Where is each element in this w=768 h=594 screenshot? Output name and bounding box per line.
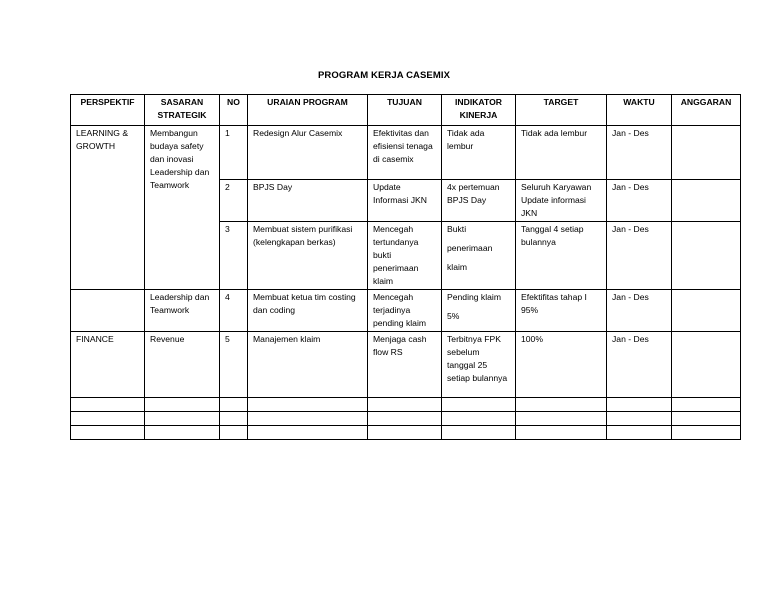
cell-waktu: Jan - Des [607, 290, 672, 332]
cell-anggaran [672, 126, 741, 180]
table-row [71, 290, 741, 332]
header-sasaran: SASARAN STRATEGIK [145, 95, 220, 126]
empty-row [71, 426, 741, 440]
header-uraian: URAIAN PROGRAM [248, 95, 368, 126]
cell-uraian: BPJS Day [248, 180, 368, 222]
cell-tujuan: Update Informasi JKN [368, 180, 442, 222]
cell-uraian: Manajemen klaim [248, 332, 368, 398]
header-anggaran: ANGGARAN [672, 95, 741, 126]
header-indikator: INDIKATOR KINERJA [442, 95, 516, 126]
cell-tujuan: Mencegah terjadinya pending klaim [368, 290, 442, 332]
cell-no: 5 [220, 332, 248, 398]
cell-waktu: Jan - Des [607, 332, 672, 398]
table-row [71, 332, 741, 398]
cell-no: 1 [220, 126, 248, 180]
header-perspektif: PERSPEKTIF [71, 95, 145, 126]
cell-target: Tanggal 4 setiap bulannya [516, 222, 607, 290]
cell-uraian: Membuat ketua tim costing dan coding [248, 290, 368, 332]
cell-tujuan: Efektivitas dan efisiensi tenaga di casemix [368, 126, 442, 180]
cell-waktu: Jan - Des [607, 180, 672, 222]
indikator-line: Pending klaim [447, 292, 501, 302]
cell-tujuan: Mencegah tertundanya bukti penerimaan klaim [368, 222, 442, 290]
indikator-line: klaim [447, 262, 468, 272]
cell-tujuan: Menjaga cash flow RS [368, 332, 442, 398]
empty-row [71, 398, 741, 412]
header-tujuan: TUJUAN [368, 95, 442, 126]
indikator-line: penerimaan [447, 243, 493, 253]
table-row [71, 126, 741, 180]
cell-no: 3 [220, 222, 248, 290]
page-title: PROGRAM KERJA CASEMIX [317, 70, 451, 81]
cell-sasaran: Leadership dan Teamwork [145, 290, 220, 332]
cell-uraian: Redesign Alur Casemix [248, 126, 368, 180]
cell-target: Seluruh Karyawan Update informasi JKN [516, 180, 607, 222]
cell-indikator: Terbitnya FPK sebelum tanggal 25 setiap bulannya [442, 332, 516, 398]
cell-indikator [442, 222, 516, 290]
cell-indikator: Tidak ada lembur [442, 126, 516, 180]
cell-sasaran: Revenue [145, 332, 220, 398]
cell-sasaran: Membangun budaya safety dan inovasi Leadership dan Teamwork [145, 126, 220, 290]
cell-no: 2 [220, 180, 248, 222]
cell-target: Tidak ada lembur [516, 126, 607, 180]
cell-perspektif: LEARNING & GROWTH [71, 126, 145, 290]
cell-perspektif: FINANCE [71, 332, 145, 398]
cell-indikator [442, 290, 516, 332]
indikator-line: Bukti [447, 224, 467, 234]
header-target: TARGET [516, 95, 607, 126]
cell-anggaran [672, 180, 741, 222]
header-waktu: WAKTU [607, 95, 672, 126]
cell-anggaran [672, 222, 741, 290]
cell-waktu: Jan - Des [607, 126, 672, 180]
cell-perspektif [71, 290, 145, 332]
cell-anggaran [672, 290, 741, 332]
program-table [70, 94, 741, 440]
header-no: NO [220, 95, 248, 126]
cell-uraian: Membuat sistem purifikasi (kelengkapan berkas) [248, 222, 368, 290]
cell-target: Efektifitas tahap I 95% [516, 290, 607, 332]
cell-no: 4 [220, 290, 248, 332]
cell-indikator: 4x pertemuan BPJS Day [442, 180, 516, 222]
indikator-line: 5% [447, 311, 460, 321]
cell-anggaran [672, 332, 741, 398]
cell-waktu: Jan - Des [607, 222, 672, 290]
empty-row [71, 412, 741, 426]
header-row [71, 95, 741, 126]
cell-target: 100% [516, 332, 607, 398]
